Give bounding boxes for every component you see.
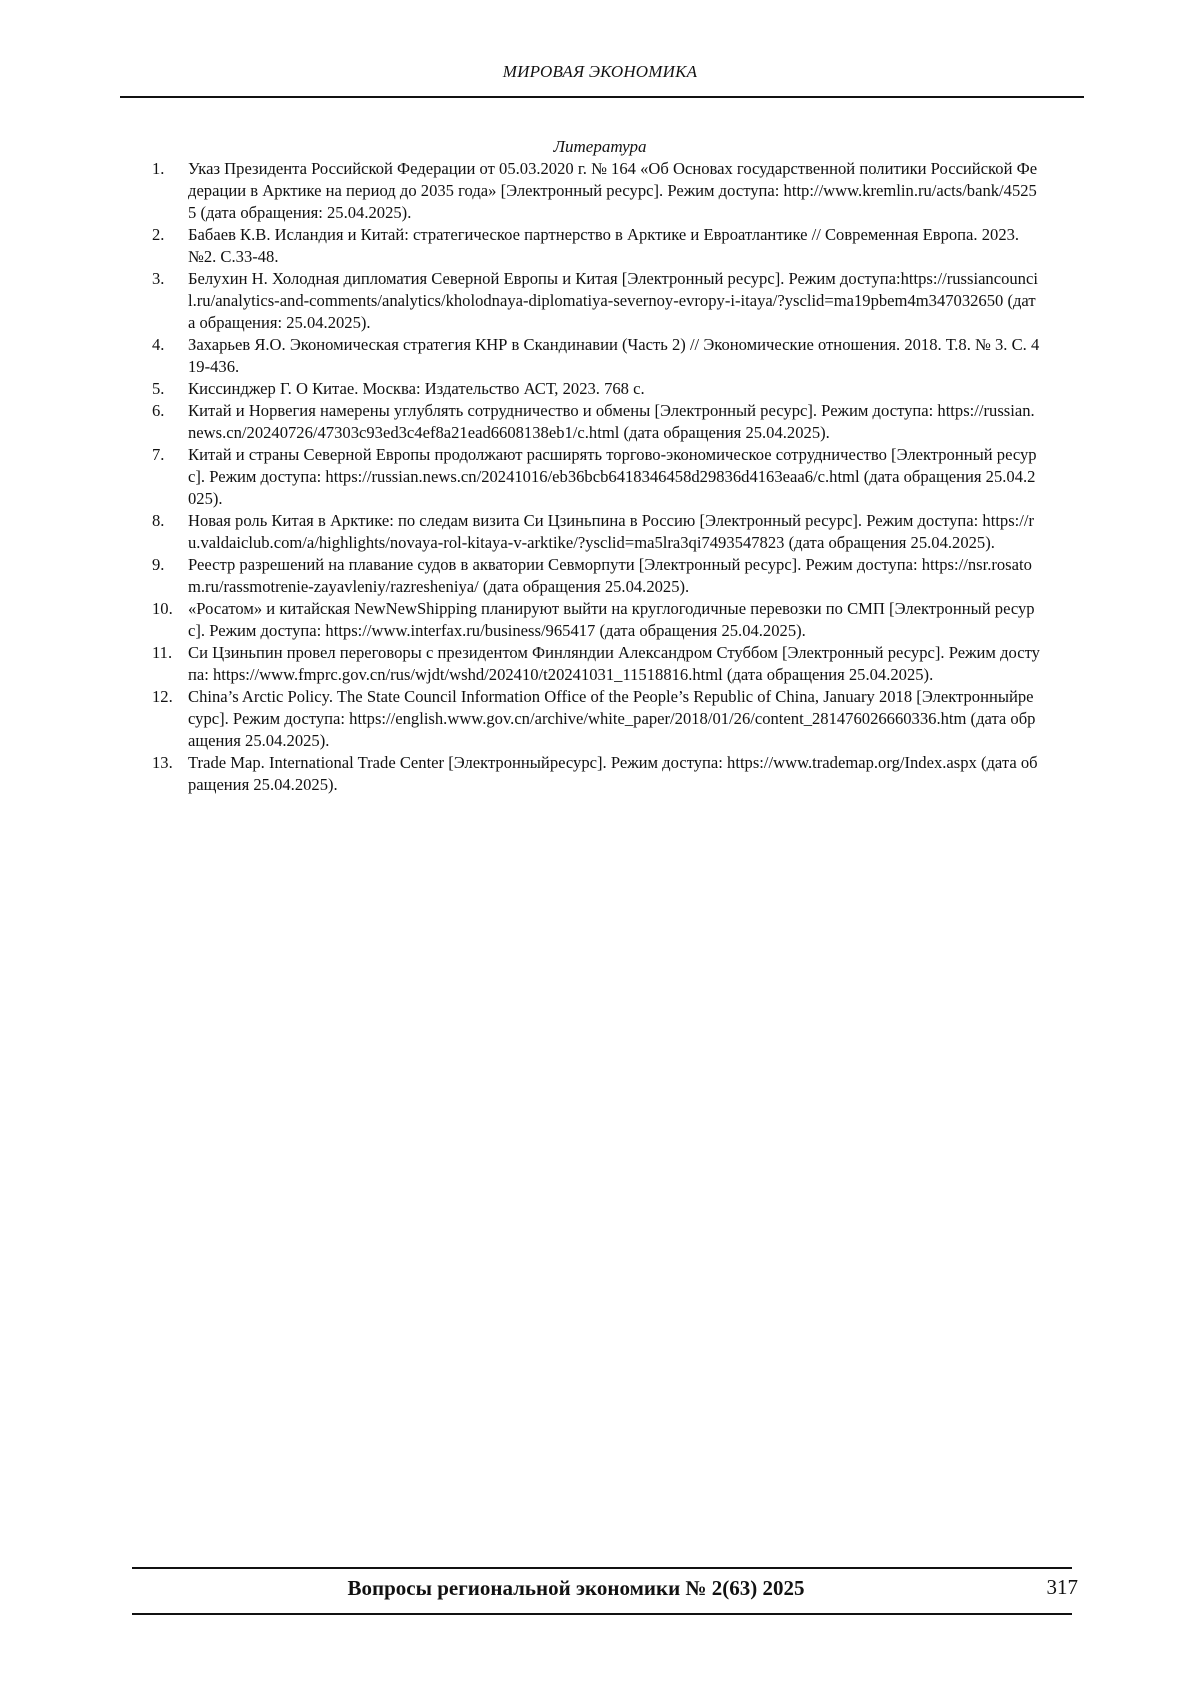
reference-item bbox=[152, 642, 1040, 686]
reference-text: Бабаев К.В. Исландия и Китай: стратегическое партнерство в Арктике и Евроатлантике // Современная Европа. 2023. №2. С.33-48. bbox=[188, 225, 1020, 266]
reference-number: 7. bbox=[152, 445, 165, 464]
reference-item bbox=[152, 510, 1040, 554]
running-title: МИРОВАЯ ЭКОНОМИКА bbox=[502, 62, 698, 81]
reference-number: 6. bbox=[152, 401, 165, 420]
reference-item bbox=[152, 444, 1040, 510]
reference-text: Китай и Норвегия намерены углублять сотрудничество и обмены [Электронный ресурс]. Режим доступа: https://russian.news.cn/20240726/47303c93ed3c4ef8a21ead6608138eb1/c.html (дата обращения 25.04.2025). bbox=[188, 401, 1035, 442]
reference-text: Новая роль Китая в Арктике: по следам визита Си Цзиньпина в Россию [Электронный ресурс]. Режим доступа: https://ru.valdaiclub.com/a/highlights/novaya-rol-kitaya-v-arktike/?ysclid=ma5lra3qi7493547823 (дата обращения 25.04.2025). bbox=[188, 511, 1035, 552]
reference-item bbox=[152, 400, 1040, 444]
reference-number: 2. bbox=[152, 225, 165, 244]
reference-item bbox=[152, 334, 1040, 378]
reference-item bbox=[152, 268, 1040, 334]
reference-item bbox=[152, 224, 1040, 268]
reference-text: China’s Arctic Policy. The State Council Information Office of the People’s Republic of China, January 2018 [Электронныйресурс]. Режим доступа: https://english.www.gov.cn/archive/white_paper/2018/01/26/content_281476026660336.htm (дата обращения 25.04.2025). bbox=[188, 687, 1036, 750]
reference-number: 12. bbox=[152, 687, 173, 706]
section-title: Литература bbox=[553, 137, 647, 156]
reference-list bbox=[152, 158, 1040, 796]
reference-text: Захарьев Я.О. Экономическая стратегия КНР в Скандинавии (Часть 2) // Экономические отношения. 2018. Т.8. № 3. С. 419-436. bbox=[188, 335, 1040, 376]
header-rule bbox=[120, 96, 1084, 98]
reference-text: Реестр разрешений на плавание судов в акватории Севморпути [Электронный ресурс]. Режим доступа: https://nsr.rosatom.ru/rassmotrenie-zayavleniy/razresheniya/ (дата обращения 25.04.2025). bbox=[188, 555, 1032, 596]
reference-item bbox=[152, 686, 1040, 752]
reference-number: 1. bbox=[152, 159, 165, 178]
reference-text: Киссинджер Г. О Китае. Москва: Издательство АСТ, 2023. 768 с. bbox=[188, 379, 645, 398]
reference-text: «Росатом» и китайская NewNewShipping планируют выйти на круглогодичные перевозки по СМП [Электронный ресурс]. Режим доступа: https://www.interfax.ru/business/965417 (дата обращения 25.04.2025). bbox=[188, 599, 1035, 640]
reference-item bbox=[152, 158, 1040, 224]
journal-title: Вопросы региональной экономики № 2(63) 2025 bbox=[347, 1576, 805, 1600]
reference-number: 8. bbox=[152, 511, 165, 530]
reference-number: 5. bbox=[152, 379, 165, 398]
reference-item bbox=[152, 752, 1040, 796]
reference-number: 11. bbox=[152, 643, 173, 662]
footer-rule-top bbox=[132, 1567, 1072, 1569]
footer-rule-bottom bbox=[132, 1613, 1072, 1615]
reference-text: Указ Президента Российской Федерации от 05.03.2020 г. № 164 «Об Основах государственной политики Российской Федерации в Арктике на период до 2035 года» [Электронный ресурс]. Режим доступа: http://www.kremlin.ru/acts/bank/45255 (дата обращения: 25.04.2025). bbox=[188, 159, 1038, 222]
reference-text: Китай и страны Северной Европы продолжают расширять торгово-экономическое сотрудничество [Электронный ресурс]. Режим доступа: https://russian.news.cn/20241016/eb36bcb6418346458d29836d4163eaa6/c.html (дата обращения 25.04.2025). bbox=[188, 445, 1037, 508]
reference-text: Trade Map. International Trade Center [Электронныйресурс]. Режим доступа: https://www.trademap.org/Index.aspx (дата обращения 25.04.2025). bbox=[188, 753, 1038, 794]
page-number: 317 bbox=[1046, 1575, 1078, 1599]
reference-number: 4. bbox=[152, 335, 165, 354]
reference-text: Си Цзиньпин провел переговоры с президентом Финляндии Александром Стуббом [Электронный ресурс]. Режим доступа: https://www.fmprc.gov.cn/rus/wjdt/wshd/202410/t20241031_11518816.html (дата обращения 25.04.2025). bbox=[188, 643, 1040, 684]
reference-item bbox=[152, 554, 1040, 598]
reference-item bbox=[152, 378, 1040, 400]
reference-number: 13. bbox=[152, 753, 173, 772]
reference-item bbox=[152, 598, 1040, 642]
reference-number: 3. bbox=[152, 269, 165, 288]
reference-text: Белухин Н. Холодная дипломатия Северной Европы и Китая [Электронный ресурс]. Режим доступа:https://russiancouncil.ru/analytics-and-comments/analytics/kholodnaya-diplomatiya-severnoy-evropy-i-itaya/?ysclid=ma19pbem4m347032650 (дата обращения: 25.04.2025). bbox=[188, 269, 1038, 332]
reference-number: 9. bbox=[152, 555, 165, 574]
reference-number: 10. bbox=[152, 599, 173, 618]
